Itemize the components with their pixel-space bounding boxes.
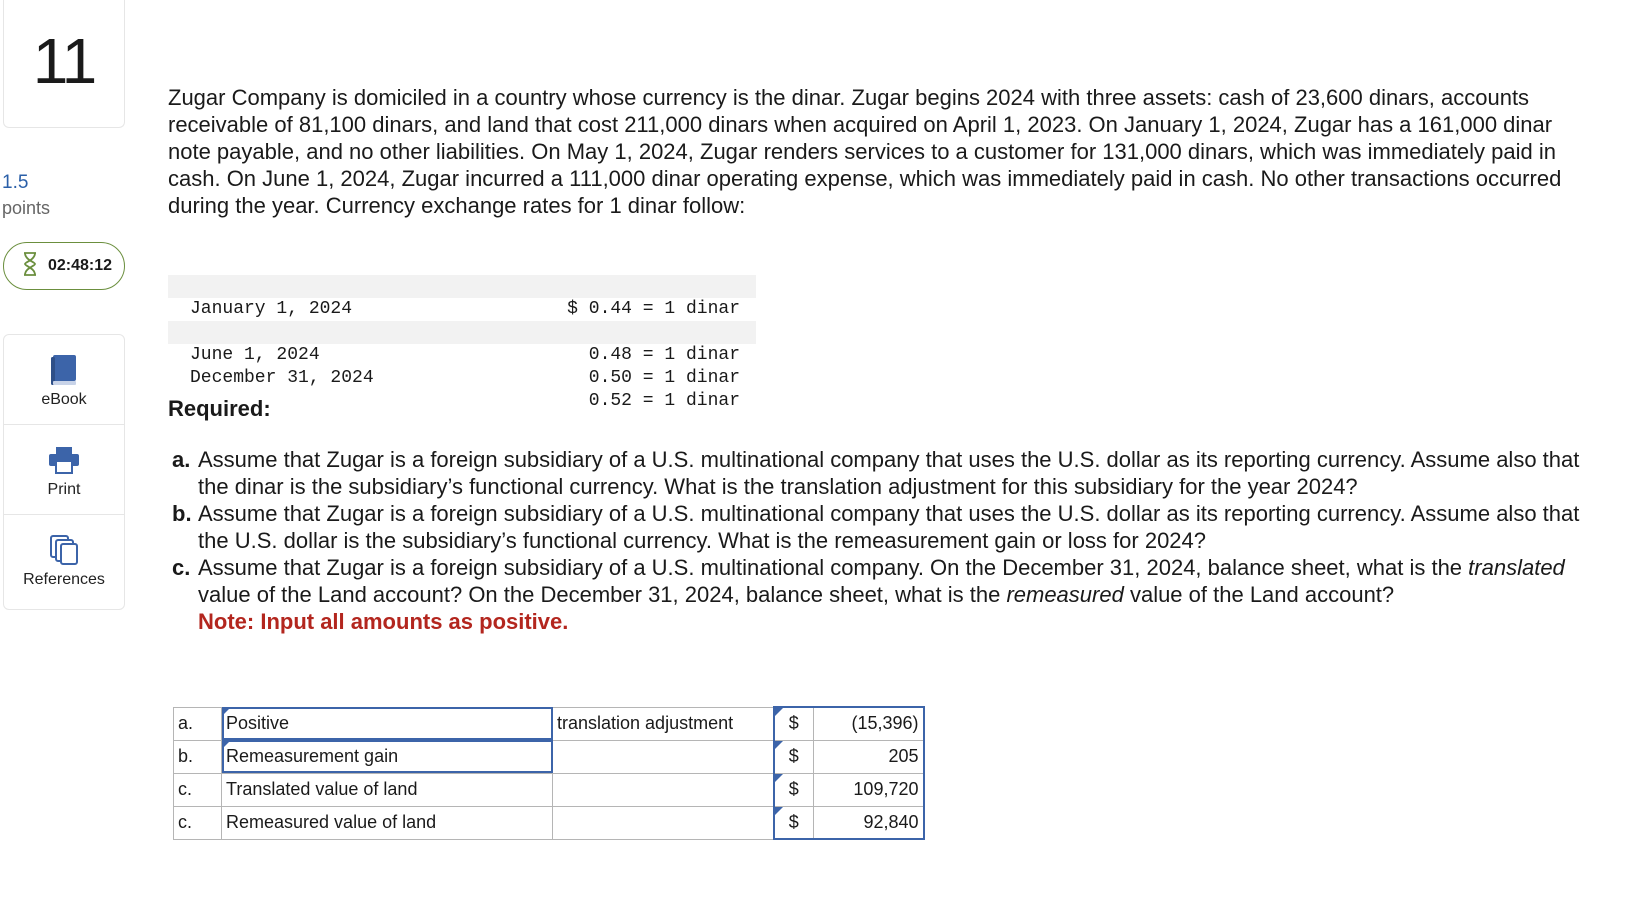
emphasis-remeasured: remeasured [1006,582,1124,607]
row-label: Remeasured value of land [222,806,553,839]
table-row [174,707,924,740]
row-letter: c. [174,773,222,806]
rate-date: January 1, 2024 [190,299,353,319]
answer-dropdown[interactable]: Remeasurement gain [222,740,553,773]
rate-value: 0.48 = 1 dinar [588,345,740,365]
currency-symbol: $ [774,740,814,773]
requirement-text: Assume that Zugar is a foreign subsidiary of a U.S. multinational company. On the December 31, 2024, balance sheet, what is the [198,555,1463,580]
emphasis-translated: translated [1468,555,1565,580]
timer-text: 02:48:12 [48,257,113,274]
tools-panel [3,334,125,610]
print-label: Print [47,481,81,498]
row-label: Translated value of land [222,773,553,806]
points-value: 1.5 [2,172,29,193]
requirement-a [172,446,1592,500]
print-button[interactable] [4,425,124,515]
ebook-label: eBook [41,391,87,408]
rate-value: 0.52 = 1 dinar [588,391,740,411]
requirement-letter: a. [172,447,191,472]
amount-input[interactable]: 109,720 [814,773,924,806]
requirement-b [172,500,1592,554]
currency-symbol: $ [774,707,814,740]
table-row [174,773,924,806]
requirement-c [172,554,1592,608]
currency-symbol: $ [774,806,814,839]
row-letter: c. [174,806,222,839]
required-heading: Required: [168,396,271,421]
rate-value: 0.50 = 1 dinar [588,368,740,388]
timer[interactable] [3,242,125,290]
requirement-text: Assume that Zugar is a foreign subsidiary of a U.S. multinational company that uses the U.S. dollar as its reporting currency. Assume also that the dinar is the subsidiary’s functional currency. What is the translation adjustment for this subsidiary for the year 2024? [198,447,1580,499]
rate-date: December 31, 2024 [190,368,374,388]
row-descriptor [553,806,774,839]
printer-icon [48,443,80,477]
row-descriptor [553,773,774,806]
hourglass-icon [22,252,38,281]
points-label: points [2,198,51,218]
requirements-list [172,446,1592,635]
row-letter: b. [174,740,222,773]
amount-input[interactable]: 205 [814,740,924,773]
requirement-text: value of the Land account? On the December 31, 2024, balance sheet, what is the [198,582,1001,607]
answer-table [173,706,925,840]
requirement-letter: b. [172,501,192,526]
answer-dropdown[interactable]: Positive [222,707,553,740]
rate-date: June 1, 2024 [190,345,320,365]
rate-value: $ 0.44 = 1 dinar [567,299,740,319]
note-text: Note: Input all amounts as positive. [198,609,569,634]
table-row [174,806,924,839]
requirement-text: value of the Land account? [1129,582,1395,607]
currency-symbol: $ [774,773,814,806]
amount-input[interactable]: 92,840 [814,806,924,839]
references-button[interactable] [4,515,124,605]
book-icon [50,353,78,387]
requirement-letter: c. [172,555,191,580]
requirement-text: Assume that Zugar is a foreign subsidiary of a U.S. multinational company that uses the U.S. dollar as its reporting currency. Assume also that the U.S. dollar is the subsidiary’s functional currency. What is the remeasurement gain or loss for 2024? [198,501,1580,553]
row-descriptor: translation adjustment [553,707,774,740]
table-row [174,740,924,773]
references-icon [49,533,79,567]
row-descriptor [553,740,774,773]
amount-input[interactable]: (15,396) [814,707,924,740]
ebook-button[interactable] [4,335,124,425]
problem-intro: Zugar Company is domiciled in a country whose currency is the dinar. Zugar begins 2024 with three assets: cash of 23,600 dinars, accounts receivable of 81,100 dinars, and land that cost 211,000 dinars when acquired on April 1, 2023. On January 1, 2024, Zugar has a 161,000 dinar note payable, and no other liabilities. On May 1, 2024, Zugar renders services to a customer for 131,000 dinars, which was immediately paid in cash. On June 1, 2024, Zugar incurred a 111,000 dinar operating expense, which was immediately paid in cash. No other transactions occurred during the year. Currency exchange rates for 1 dinar follow: [168,85,1562,218]
row-letter: a. [174,707,222,740]
references-label: References [23,571,105,588]
question-number-box [3,0,125,128]
question-number: 11 [32,24,96,97]
